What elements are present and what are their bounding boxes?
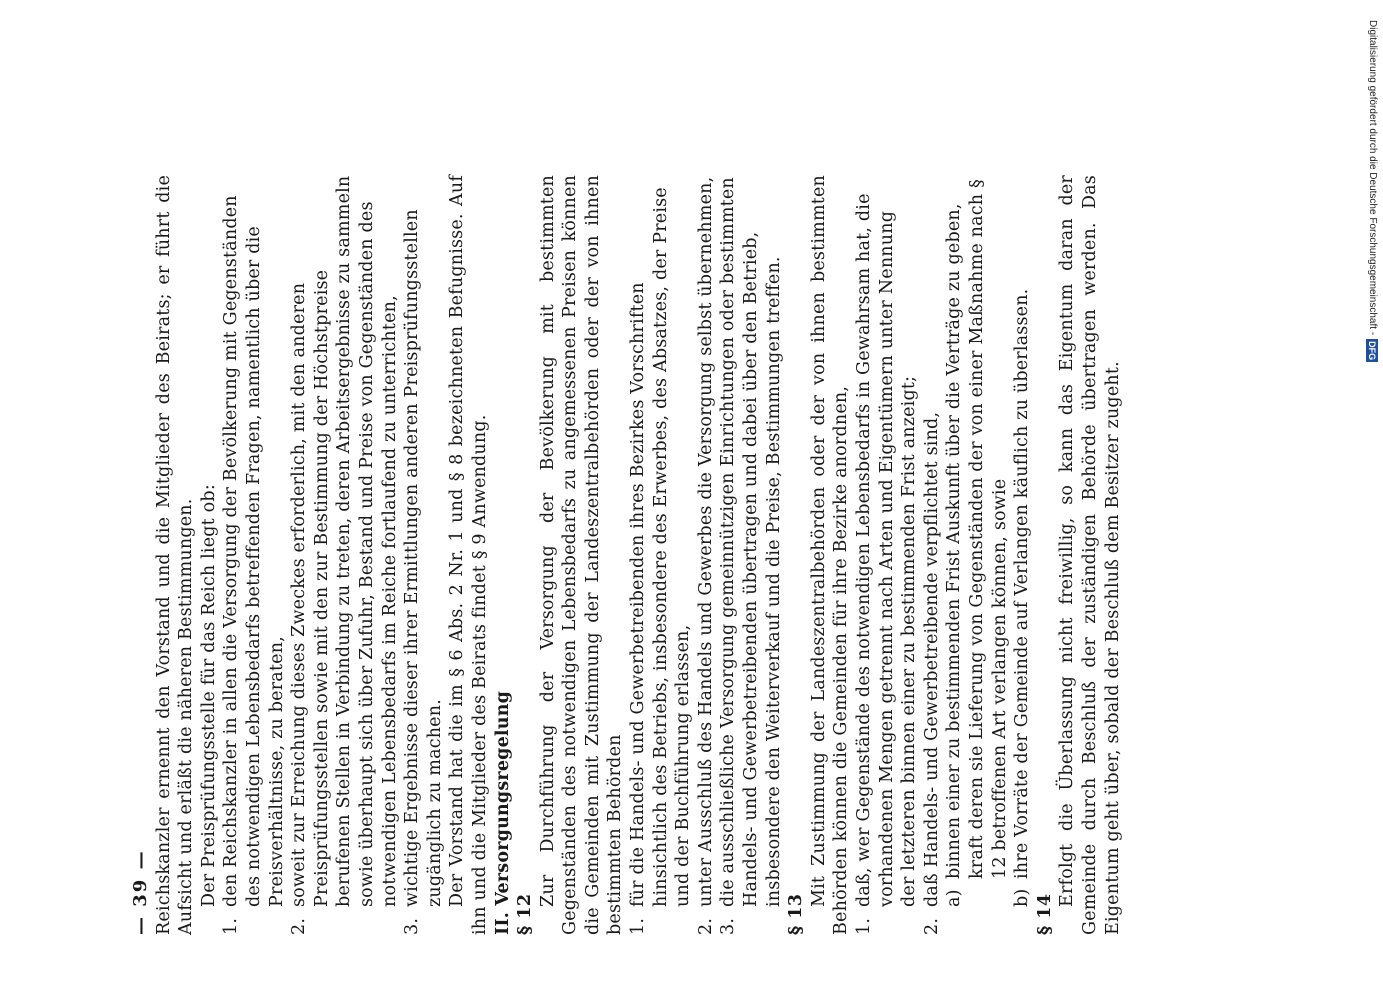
list-item: 1. für die Handels- und Gewerbetreibenden ihres Bezirkes Vorschriften hinsichtlich des Betriebs, insbesondere des Erwerbes, des Absatzes, der Preise und der Buchführung erlassen, bbox=[628, 187, 694, 935]
paragraph-14-text: Erfolgt die Überlassung nicht freiwillig, so kann das Eigentum daran der Gemeinde durch Beschluß der zuständigen Behörde übertragen werden. Das Eigentum geht über, sobald der Beschluß dem Besitzer zugeht. bbox=[1057, 175, 1123, 935]
paragraph-heading-13: § 13 bbox=[786, 893, 807, 935]
paragraph-12-intro: Zur Durchführung der Versorgung der Bevölkerung mit bestimmten Gegenständen des notwendigen Lebensbedarfs zu angemessenen Preisen können die Gemeinden mit Zustimmung der Landeszentralbehörden oder der von ihnen bestimmten Behörden bbox=[537, 175, 626, 935]
sub-list-item: b) ihre Vorräte der Gemeinde auf Verlangen käuflich zu überlassen. bbox=[1012, 288, 1033, 907]
document-page bbox=[130, 175, 1220, 935]
paragraph-preisstelle: Der Preisprüfungsstelle für das Reich liegt ob: bbox=[198, 484, 219, 907]
section-heading: II. Versorgungsregelung bbox=[492, 690, 513, 935]
list-item: 3. wichtige Ergebnisse dieser ihrer Ermittlungen anderen Preisprüfungsstellen zugänglich zu machen. bbox=[402, 209, 445, 935]
paragraph-vorstand: Der Vorstand hat die im § 6 Abs. 2 Nr. 1 und § 8 bezeichneten Befugnisse. Auf ihn und die Mitglieder des Beirats findet § 9 Anwendung. bbox=[447, 175, 490, 935]
list-item: 2. daß Handels- und Gewerbetreibende verpflichtet sind, bbox=[921, 411, 942, 935]
list-item: 1. den Reichskanzler in allen die Versorgung der Bevölkerung mit Gegenständen des notwendigen Lebensbedarfs betreffenden Fragen, namentlich über die Preisverhältnisse, zu beraten, bbox=[221, 195, 287, 935]
list-item: 2. soweit zur Erreichung dieses Zweckes erforderlich, mit den anderen Preisprüfungsstellen sowie mit den zur Bestimmung der Höchstpreise berufenen Stellen in Verbindung zu treten, deren Arbeitsergebnisse zu sammeln sowie überhaupt sich über Zufuhr, Bestand und Preise von Gegenständen des notwendigen Lebensbedarfs im Reiche fortlaufend zu unterrichten, bbox=[289, 175, 400, 935]
page-number: — 39 — bbox=[130, 849, 151, 935]
paragraph-heading-12: § 12 bbox=[515, 893, 536, 935]
paragraph-13-intro: Mit Zustimmung der Landeszentralbehörden oder der von ihnen bestimmten Behörden können die Gemeinden für ihre Bezirke anordnen, bbox=[808, 175, 852, 935]
paragraph-heading-14: § 14 bbox=[1034, 893, 1055, 935]
paragraph-reichskanzler: Reichskanzler ernennt den Vorstand und die Mitglieder des Beirats; er führt die Aufsicht und erläßt die näheren Bestimmungen. bbox=[153, 175, 197, 935]
list-item: 3. die ausschließliche Versorgung gemeinnützigen Einrichtungen oder bestimmten Handels- und Gewerbetreibenden übertragen und dabei über den Betrieb, insbesondere den Weiterverkauf und die Preise, Bestimmungen treffen. bbox=[718, 177, 784, 935]
sub-list-item: a) binnen einer zu bestimmenden Frist Auskunft über die Verträge zu geben, kraft deren sie Lieferung von Gegenständen der von einer Maßnahme nach § 12 betroffenen Art verlangen können, sowie bbox=[944, 179, 1010, 907]
list-item: 1. daß, wer Gegenstände des notwendigen Lebensbedarfs in Gewahrsam hat, die vorhandenen Mengen getrennt nach Arten und Eigentümern unter Nennung der letzteren binnen einer zu bestimmenden Frist anzeigt; bbox=[854, 193, 920, 935]
list-item: 2. unter Ausschluß des Handels und Gewerbes die Versorgung selbst übernehmen, bbox=[695, 176, 716, 935]
digitization-credit bbox=[1365, 20, 1379, 398]
dfg-logo: DFG bbox=[1367, 341, 1377, 361]
credit-text: Digitalisierung gefördert durch die Deutsche Forschungsgemeinschaft - bbox=[1367, 20, 1378, 336]
